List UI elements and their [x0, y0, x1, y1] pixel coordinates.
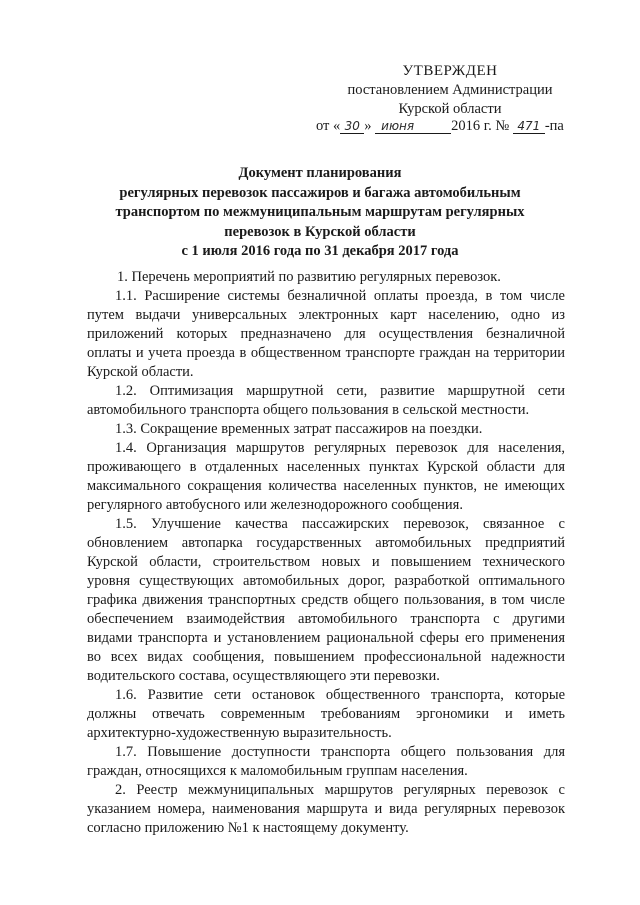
date-year: 2016 г. № [451, 118, 510, 134]
document-title [60, 164, 580, 262]
paragraph: 1.5. Улучшение качества пассажирских перевозок, связанное с обновлением автопарка государственных автомобильных предприятий Курской области, строительством новых и повышением технического уровня существующих автомобильных дорог, разработкой оптимального графика движения транспортных средств общего пользования, в том числе обеспечением взаимодействия автомобильного транспорта с другими видами транспорта и установлением рациональной сферы его применения во всех видах сообщения, повышением профессиональной надежности водительского состава, осуществляющего эти перевозки. [87, 516, 565, 684]
paragraph: 2. Реестр межмуниципальных маршрутов регулярных перевозок с указанием номера, наименования маршрута и вида регулярных перевозок согласно приложению №1 к настоящему документу. [87, 782, 565, 836]
decree-number: 471 [513, 119, 545, 134]
paragraph: 1.4. Организация маршрутов регулярных перевозок для населения, проживающего в отдаленных населенных пунктах Курской области для максимального сокращения количества населенных пунктов, не имеющих регулярного автобусного или железнодорожного сообщения. [87, 440, 565, 513]
paragraph: 1.2. Оптимизация маршрутной сети, развитие маршрутной сети автомобильного транспорта общего пользования в сельской местности. [87, 383, 565, 418]
decree-number-suffix: -па [544, 118, 564, 134]
date-day-close: » [364, 118, 372, 134]
paragraph: 1. Перечень мероприятий по развитию регулярных перевозок. [117, 269, 501, 285]
date-prefix: от « [316, 118, 341, 134]
title-line: транспортом по межмуниципальным маршрутам регулярных [115, 204, 525, 220]
paragraph: 1.1. Расширение системы безналичной оплаты проезда, в том числе путем выдачи универсальных электронных карт населению, одно из приложений которых предназначено для осуществления безналичной оплаты и учета проезда в общественном транспорте граждан на территории Курской области. [87, 288, 565, 380]
title-line: с 1 июля 2016 года по 31 декабря 2017 года [181, 243, 459, 259]
document-body [87, 268, 565, 838]
paragraph: 1.3. Сокращение временных затрат пассажиров на поездки. [115, 421, 483, 437]
title-line: регулярных перевозок пассажиров и багажа автомобильным [119, 184, 521, 201]
approval-stamp [300, 62, 600, 119]
date-month: июня [375, 119, 451, 134]
paragraph: 1.6. Развитие сети остановок общественного транспорта, которые должны отвечать современным требованиям эргономики и иметь архитектурно-художественную выразительность. [87, 687, 565, 741]
paragraph: 1.7. Повышение доступности транспорта общего пользования для граждан, относящихся к маломобильным группам населения. [87, 744, 565, 779]
approval-line-2: Курской области [398, 101, 502, 117]
date-day: 30 [340, 119, 364, 134]
title-line: Документ планирования [238, 165, 402, 181]
approval-date-line [316, 118, 616, 135]
title-line: перевозок в Курской области [224, 223, 416, 240]
approval-line-1: постановлением Администрации [347, 82, 553, 98]
approval-title: УТВЕРЖДЕН [402, 63, 498, 79]
